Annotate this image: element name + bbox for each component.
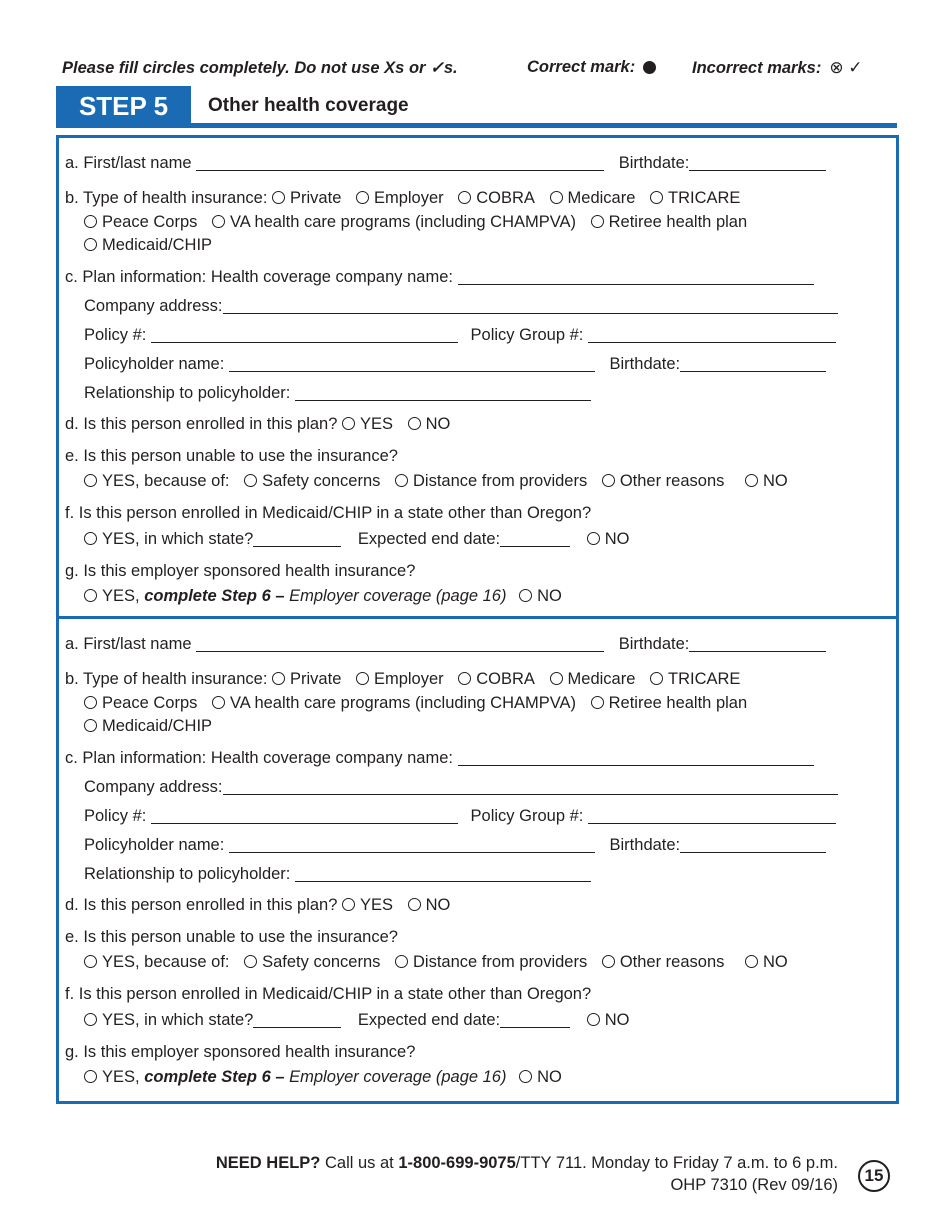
radio-circle-icon: [84, 1013, 97, 1026]
option-private[interactable]: Private: [272, 189, 341, 207]
policy-group-label: Policy Group #:: [470, 807, 584, 825]
radio-circle-icon: [84, 215, 97, 228]
radio-circle-icon: [745, 955, 758, 968]
phone-number: 1-800-699-9075: [398, 1154, 516, 1172]
unable-options-row: [84, 472, 798, 491]
company-address-label: Company address:: [84, 297, 223, 315]
radio-circle-icon: [458, 191, 471, 204]
option-medicare[interactable]: Medicare: [550, 189, 636, 207]
relationship-row: [84, 384, 591, 403]
insurance-type-label: b. Type of health insurance:: [65, 189, 268, 207]
step6-instruction: complete Step 6 –: [144, 1068, 285, 1086]
call-text: Call us at: [324, 1154, 394, 1172]
radio-circle-icon: [212, 215, 225, 228]
policyholder-birthdate-label: Birthdate:: [609, 355, 681, 373]
radio-circle-icon: [550, 672, 563, 685]
insurance-type-row-2: [84, 694, 757, 713]
employer-sponsored-row: [84, 1068, 562, 1087]
fill-instructions: [62, 58, 902, 80]
policyholder-birthdate-field[interactable]: [680, 356, 826, 372]
employer-sponsored-question: g. Is this employer sponsored health insurance?: [65, 1043, 416, 1061]
radio-circle-icon: [84, 474, 97, 487]
step6-page-ref: Employer coverage (page 16): [289, 587, 507, 605]
radio-circle-icon: [244, 474, 257, 487]
option-peace-corps[interactable]: Peace Corps: [84, 694, 197, 712]
option-private[interactable]: Private: [272, 670, 341, 688]
option-medicare[interactable]: Medicare: [550, 670, 636, 688]
radio-circle-icon: [84, 589, 97, 602]
radio-circle-icon: [84, 238, 97, 251]
radio-circle-icon: [408, 417, 421, 430]
step6-instruction: complete Step 6 –: [144, 587, 285, 605]
policyholder-name-label: Policyholder name:: [84, 836, 225, 854]
policy-group-field[interactable]: [588, 808, 836, 824]
help-line: [0, 1152, 838, 1174]
company-name-field[interactable]: [458, 750, 814, 766]
company-name-label: c. Plan information: Health coverage company name:: [65, 749, 453, 767]
insurance-type-row-3: [84, 236, 222, 255]
correct-mark-example: [527, 58, 656, 77]
company-address-field[interactable]: [223, 779, 838, 795]
radio-circle-icon: [342, 898, 355, 911]
policyholder-name-field[interactable]: [229, 356, 595, 372]
unable-yes[interactable]: YES, because of:: [84, 953, 230, 971]
unable-options-row: [84, 953, 798, 972]
reason-safety[interactable]: Safety concerns: [244, 953, 380, 971]
policyholder-name-field[interactable]: [229, 837, 595, 853]
reason-distance[interactable]: Distance from providers: [395, 472, 587, 490]
policyholder-name-label: Policyholder name:: [84, 355, 225, 373]
enrolled-row: [65, 896, 460, 915]
policy-row: [84, 326, 836, 345]
option-tricare[interactable]: TRICARE: [650, 189, 740, 207]
policy-number-field[interactable]: [151, 327, 458, 343]
other-state-yes[interactable]: YES, in which state?: [84, 1011, 253, 1029]
policy-group-label: Policy Group #:: [470, 326, 584, 344]
step-header: [56, 86, 897, 129]
option-va[interactable]: VA health care programs (including CHAMPVA): [212, 694, 576, 712]
option-va[interactable]: VA health care programs (including CHAMPVA): [212, 213, 576, 231]
unable-yes[interactable]: YES, because of:: [84, 472, 230, 490]
option-employer[interactable]: Employer: [356, 670, 444, 688]
policyholder-row: [84, 355, 826, 374]
company-name-label: c. Plan information: Health coverage company name:: [65, 268, 453, 286]
unable-no[interactable]: NO: [745, 953, 788, 971]
radio-circle-icon: [395, 955, 408, 968]
company-address-row: [84, 297, 838, 316]
insurance-type-row-3: [84, 717, 222, 736]
radio-circle-icon: [84, 532, 97, 545]
step-title: Other health coverage: [208, 95, 409, 116]
reason-other[interactable]: Other reasons: [602, 953, 725, 971]
end-date-label: Expected end date:: [357, 530, 501, 548]
insurance-type-label: b. Type of health insurance:: [65, 670, 268, 688]
step6-page-ref: Employer coverage (page 16): [289, 1068, 507, 1086]
option-medicaid-chip[interactable]: Medicaid/CHIP: [84, 717, 212, 735]
birthdate-label: Birthdate:: [618, 635, 690, 653]
company-name-row: [65, 268, 814, 287]
filled-circle-icon: [643, 61, 656, 74]
birthdate-field[interactable]: [689, 636, 826, 652]
birthdate-field[interactable]: [689, 155, 826, 171]
state-field[interactable]: [253, 531, 341, 547]
reason-distance[interactable]: Distance from providers: [395, 953, 587, 971]
company-address-row: [84, 778, 838, 797]
relationship-field[interactable]: [295, 866, 591, 882]
radio-circle-icon: [458, 672, 471, 685]
coverage-section-1: [56, 135, 899, 619]
other-state-question: f. Is this person enrolled in Medicaid/CHIP in a state other than Oregon?: [65, 985, 592, 1003]
enrolled-yes[interactable]: YES: [342, 415, 393, 433]
policyholder-birthdate-label: Birthdate:: [609, 836, 681, 854]
insurance-type-row-1: [65, 189, 750, 208]
radio-circle-icon: [591, 696, 604, 709]
radio-circle-icon: [587, 1013, 600, 1026]
option-tricare[interactable]: TRICARE: [650, 670, 740, 688]
incorrect-mark-label: Incorrect marks:: [692, 58, 822, 77]
radio-circle-icon: [745, 474, 758, 487]
reason-safety[interactable]: Safety concerns: [244, 472, 380, 490]
radio-circle-icon: [272, 672, 285, 685]
tty-hours: /TTY 711. Monday to Friday 7 a.m. to 6 p.m.: [515, 1154, 838, 1172]
incorrect-mark-example: [692, 58, 863, 78]
step-badge: STEP 5: [56, 86, 191, 126]
crossed-circle-check-icon: ⊗ ✓: [829, 58, 863, 77]
option-employer[interactable]: Employer: [356, 189, 444, 207]
radio-circle-icon: [519, 1070, 532, 1083]
birthdate-label: Birthdate:: [618, 154, 690, 172]
insurance-type-row-1: [65, 670, 750, 689]
step-rule: [56, 123, 897, 128]
reason-other[interactable]: Other reasons: [602, 472, 725, 490]
radio-circle-icon: [650, 672, 663, 685]
company-name-field[interactable]: [458, 269, 814, 285]
radio-circle-icon: [550, 191, 563, 204]
need-help-label: NEED HELP?: [215, 1154, 321, 1172]
name-field[interactable]: [196, 155, 604, 171]
end-date-field[interactable]: [500, 1012, 570, 1028]
option-medicaid-chip[interactable]: Medicaid/CHIP: [84, 236, 212, 254]
enrolled-row: [65, 415, 460, 434]
radio-circle-icon: [244, 955, 257, 968]
radio-circle-icon: [650, 191, 663, 204]
radio-circle-icon: [356, 191, 369, 204]
radio-circle-icon: [84, 696, 97, 709]
unable-question: e. Is this person unable to use the insurance?: [65, 928, 398, 946]
unable-no[interactable]: NO: [745, 472, 788, 490]
unable-question: e. Is this person unable to use the insurance?: [65, 447, 398, 465]
option-cobra[interactable]: COBRA: [458, 189, 535, 207]
policy-row: [84, 807, 836, 826]
other-state-no[interactable]: NO: [587, 530, 630, 548]
enrolled-question: d. Is this person enrolled in this plan?: [65, 896, 338, 914]
radio-circle-icon: [587, 532, 600, 545]
radio-circle-icon: [602, 955, 615, 968]
radio-circle-icon: [84, 955, 97, 968]
other-state-row: [84, 1011, 629, 1030]
employer-sponsored-no[interactable]: NO: [519, 587, 562, 605]
employer-sponsored-question: g. Is this employer sponsored health insurance?: [65, 562, 416, 580]
name-label: a. First/last name: [65, 154, 192, 172]
employer-sponsored-no[interactable]: NO: [519, 1068, 562, 1086]
enrolled-no[interactable]: NO: [408, 415, 451, 433]
option-cobra[interactable]: COBRA: [458, 670, 535, 688]
relationship-label: Relationship to policyholder:: [84, 384, 291, 402]
employer-sponsored-row: [84, 587, 562, 606]
company-address-field[interactable]: [223, 298, 838, 314]
instructions-text: Please fill circles completely. Do not use Xs or ✓s.: [62, 59, 458, 77]
other-state-question: f. Is this person enrolled in Medicaid/CHIP in a state other than Oregon?: [65, 504, 592, 522]
radio-circle-icon: [395, 474, 408, 487]
other-state-row: [84, 530, 629, 549]
state-field[interactable]: [253, 1012, 341, 1028]
enrolled-no[interactable]: NO: [408, 896, 451, 914]
option-retiree[interactable]: Retiree health plan: [591, 213, 748, 231]
relationship-row: [84, 865, 591, 884]
employer-sponsored-yes[interactable]: YES,: [84, 1068, 140, 1086]
enrolled-question: d. Is this person enrolled in this plan?: [65, 415, 338, 433]
name-field[interactable]: [196, 636, 604, 652]
radio-circle-icon: [84, 1070, 97, 1083]
option-retiree[interactable]: Retiree health plan: [591, 694, 748, 712]
end-date-field[interactable]: [500, 531, 570, 547]
name-label: a. First/last name: [65, 635, 192, 653]
policyholder-row: [84, 836, 826, 855]
other-state-yes[interactable]: YES, in which state?: [84, 530, 253, 548]
relationship-field[interactable]: [295, 385, 591, 401]
form-id: OHP 7310 (Rev 09/16): [670, 1176, 838, 1194]
policy-number-label: Policy #:: [84, 807, 147, 825]
radio-circle-icon: [602, 474, 615, 487]
radio-circle-icon: [272, 191, 285, 204]
other-state-no[interactable]: NO: [587, 1011, 630, 1029]
company-name-row: [65, 749, 814, 768]
radio-circle-icon: [84, 719, 97, 732]
radio-circle-icon: [408, 898, 421, 911]
radio-circle-icon: [356, 672, 369, 685]
policyholder-birthdate-field[interactable]: [680, 837, 826, 853]
insurance-type-row-2: [84, 213, 757, 232]
page-number: 15: [858, 1160, 890, 1192]
end-date-label: Expected end date:: [357, 1011, 501, 1029]
relationship-label: Relationship to policyholder:: [84, 865, 291, 883]
policy-number-label: Policy #:: [84, 326, 147, 344]
radio-circle-icon: [212, 696, 225, 709]
radio-circle-icon: [342, 417, 355, 430]
enrolled-yes[interactable]: YES: [342, 896, 393, 914]
policy-number-field[interactable]: [151, 808, 458, 824]
radio-circle-icon: [519, 589, 532, 602]
footer: [0, 1152, 838, 1196]
correct-mark-label: Correct mark:: [527, 58, 636, 76]
policy-group-field[interactable]: [588, 327, 836, 343]
option-peace-corps[interactable]: Peace Corps: [84, 213, 197, 231]
employer-sponsored-yes[interactable]: YES,: [84, 587, 140, 605]
company-address-label: Company address:: [84, 778, 223, 796]
name-row: [65, 635, 826, 654]
radio-circle-icon: [591, 215, 604, 228]
coverage-section-2: [56, 616, 899, 1104]
name-row: [65, 154, 826, 173]
